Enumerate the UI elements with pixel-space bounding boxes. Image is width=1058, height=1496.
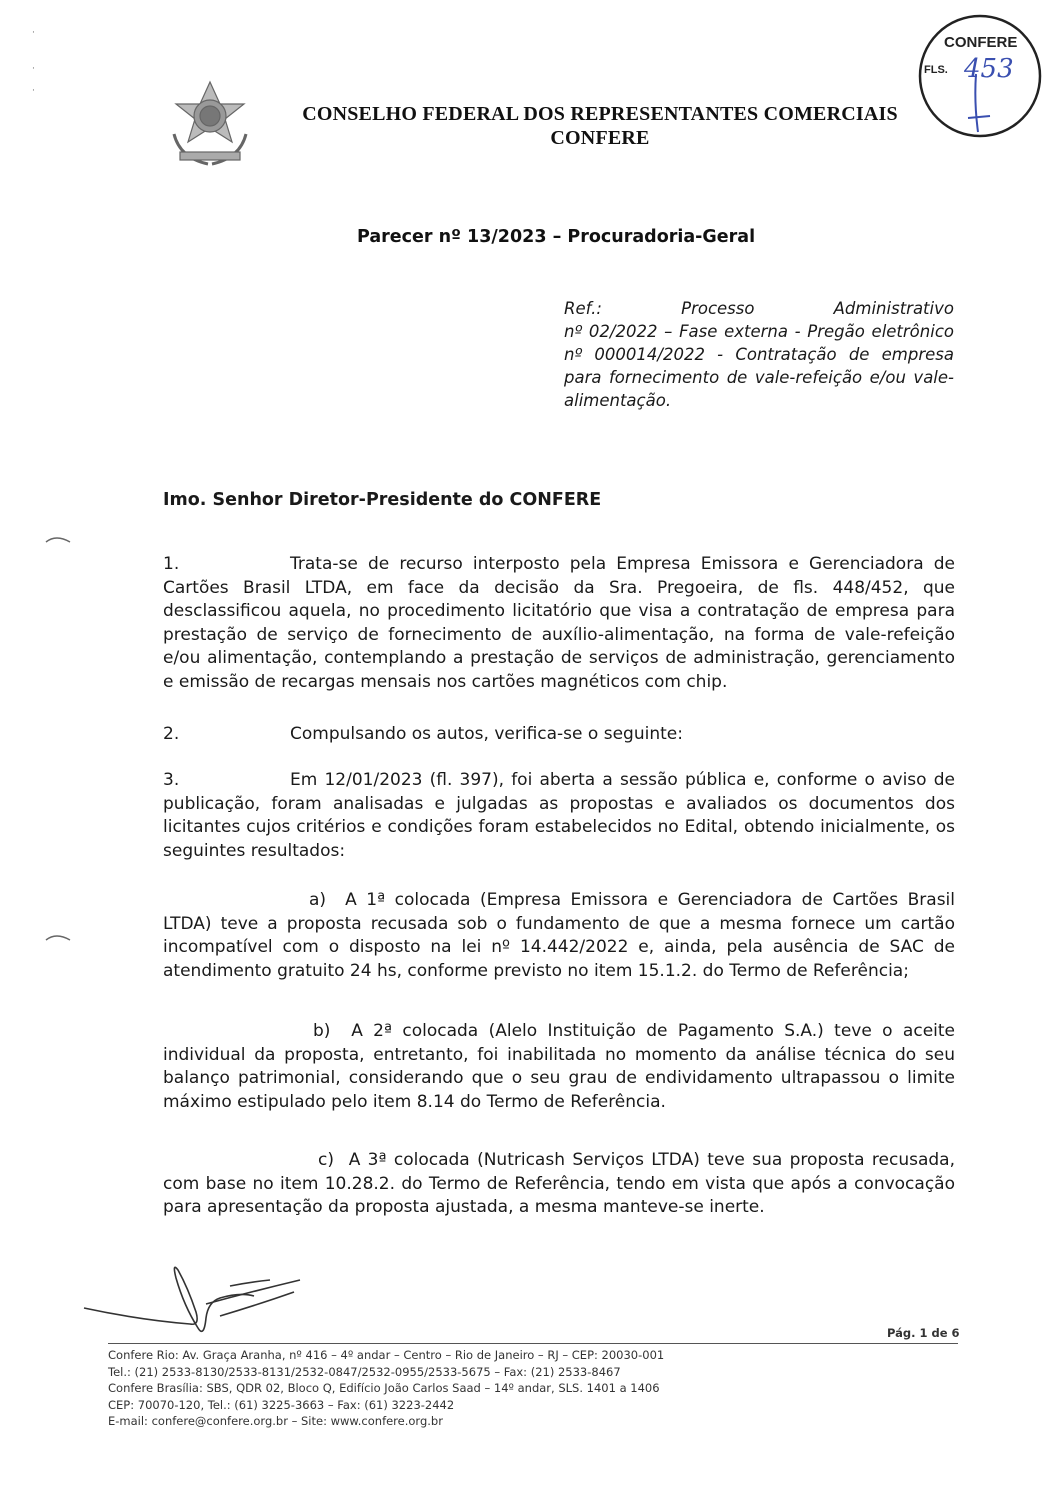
paragraph-text: Em 12/01/2023 (fl. 397), foi aberta a sessão pública e, conforme o aviso de publicação, foram analisadas e julgadas as propostas e avaliados os documentos dos licitantes cujos critérios e condições foram estabelecidos no Edital, obtendo inicialmente, os seguintes resultados: xyxy=(163,770,955,861)
page-number-stamp xyxy=(916,12,1044,140)
list-item-b xyxy=(163,1020,955,1114)
item-label: c) xyxy=(318,1150,334,1170)
document-title: Parecer nº 13/2023 – Procuradoria-Geral xyxy=(357,227,756,247)
footer-line: Confere Rio: Av. Graça Aranha, nº 416 – 4º andar – Centro – Rio de Janeiro – RJ – CEP: 20030-001 xyxy=(108,1348,665,1362)
organization-name: CONSELHO FEDERAL DOS REPRESENTANTES COMERCIAIS xyxy=(302,103,898,125)
reference-word: Ref.: xyxy=(564,299,602,318)
footer-rule xyxy=(108,1343,958,1344)
item-text: A 1ª colocada (Empresa Emissora e Gerenciadora de Cartões Brasil LTDA) teve a proposta recusada sob o fundamento de que a mesma fornece um cartão incompatível com o disposto na lei nº 14.442/2022 e, ainda, pela ausência de SAC de atendimento gratuito 24 hs, conforme previsto no item 15.1.2. do Termo de Referência; xyxy=(163,890,955,981)
stamp-org: CONFERE xyxy=(944,34,1018,51)
margin-mark: · xyxy=(32,64,35,74)
footer-line: CEP: 70070-120, Tel.: (61) 3225-3663 – Fax: (61) 3223-2442 xyxy=(108,1397,455,1412)
paragraph-3 xyxy=(163,769,955,863)
paragraph-number: 2. xyxy=(163,724,180,744)
handwritten-signature xyxy=(80,1258,320,1348)
reference-word: Processo xyxy=(681,299,755,318)
margin-stroke xyxy=(44,930,74,944)
paragraph-number: 1. xyxy=(163,554,180,574)
paragraph-number: 3. xyxy=(163,770,180,790)
item-text: A 2ª colocada (Alelo Instituição de Pagamento S.A.) teve o aceite individual da proposta, entretanto, foi inabilitada no momento da análise técnica do seu balanço patrimonial, considerando que o seu grau de endividamento ultrapassou o limite máximo estipulado pelo item 8.14 do Termo de Referência. xyxy=(163,1021,956,1112)
organization-acronym: CONFERE xyxy=(550,127,650,149)
salutation: Imo. Senhor Diretor-Presidente do CONFERE xyxy=(163,490,602,510)
item-label: a) xyxy=(309,890,327,910)
coat-of-arms-emblem xyxy=(160,78,260,170)
stamp-fls-number: 453 xyxy=(964,54,1014,84)
item-label: b) xyxy=(313,1021,331,1041)
reference-block xyxy=(564,297,954,412)
reference-word: Administrativo xyxy=(833,299,954,318)
list-item-a xyxy=(163,889,955,983)
margin-mark: · xyxy=(32,86,35,96)
paragraph-2 xyxy=(163,723,955,747)
list-item-c xyxy=(163,1149,955,1220)
paragraph-1 xyxy=(163,553,955,695)
margin-mark: · xyxy=(32,28,35,38)
footer-line: E-mail: confere@confere.org.br – Site: www.confere.org.br xyxy=(108,1414,443,1429)
footer-line: Tel.: (21) 2533-8130/2533-8131/2532-0847/2532-0955/2533-5675 – Fax: (21) 2533-8467 xyxy=(108,1364,621,1379)
reference-text: nº 02/2022 – Fase externa - Pregão eletrônico nº 000014/2022 - Contratação de empresa para fornecimento de vale-refeição e/ou vale-alimentação. xyxy=(564,322,954,410)
footer-line: Confere Brasília: SBS, QDR 02, Bloco Q, Edifício João Carlos Saad – 14º andar, SLS. 1401 a 1406 xyxy=(108,1381,660,1396)
stamp-fls-label: FLS. xyxy=(924,64,948,76)
page-number: Pág. 1 de 6 xyxy=(887,1326,960,1340)
paragraph-text: Trata-se de recurso interposto pela Empresa Emissora e Gerenciadora de Cartões Brasil LTDA, em face da decisão da Sra. Pregoeira, de fls. 448/452, que desclassificou aquela, no procedimento licitatório que visa a contratação de empresa para prestação de serviço de fornecimento de auxílio-alimentação, na forma de vale-refeição e/ou alimentação, contemplando a prestação de serviços de administração, gerenciamento e emissão de recargas mensais nos cartões magnéticos com chip. xyxy=(163,554,955,692)
margin-stroke xyxy=(44,532,74,546)
footer-contact xyxy=(108,1347,908,1430)
item-text: A 3ª colocada (Nutricash Serviços LTDA) teve sua proposta recusada, com base no item 10.28.2. do Termo de Referência, tendo em vista que após a convocação para apresentação da proposta ajustada, a mesma manteve-se inerte. xyxy=(163,1150,955,1218)
paragraph-text: Compulsando os autos, verifica-se o seguinte: xyxy=(290,724,683,744)
